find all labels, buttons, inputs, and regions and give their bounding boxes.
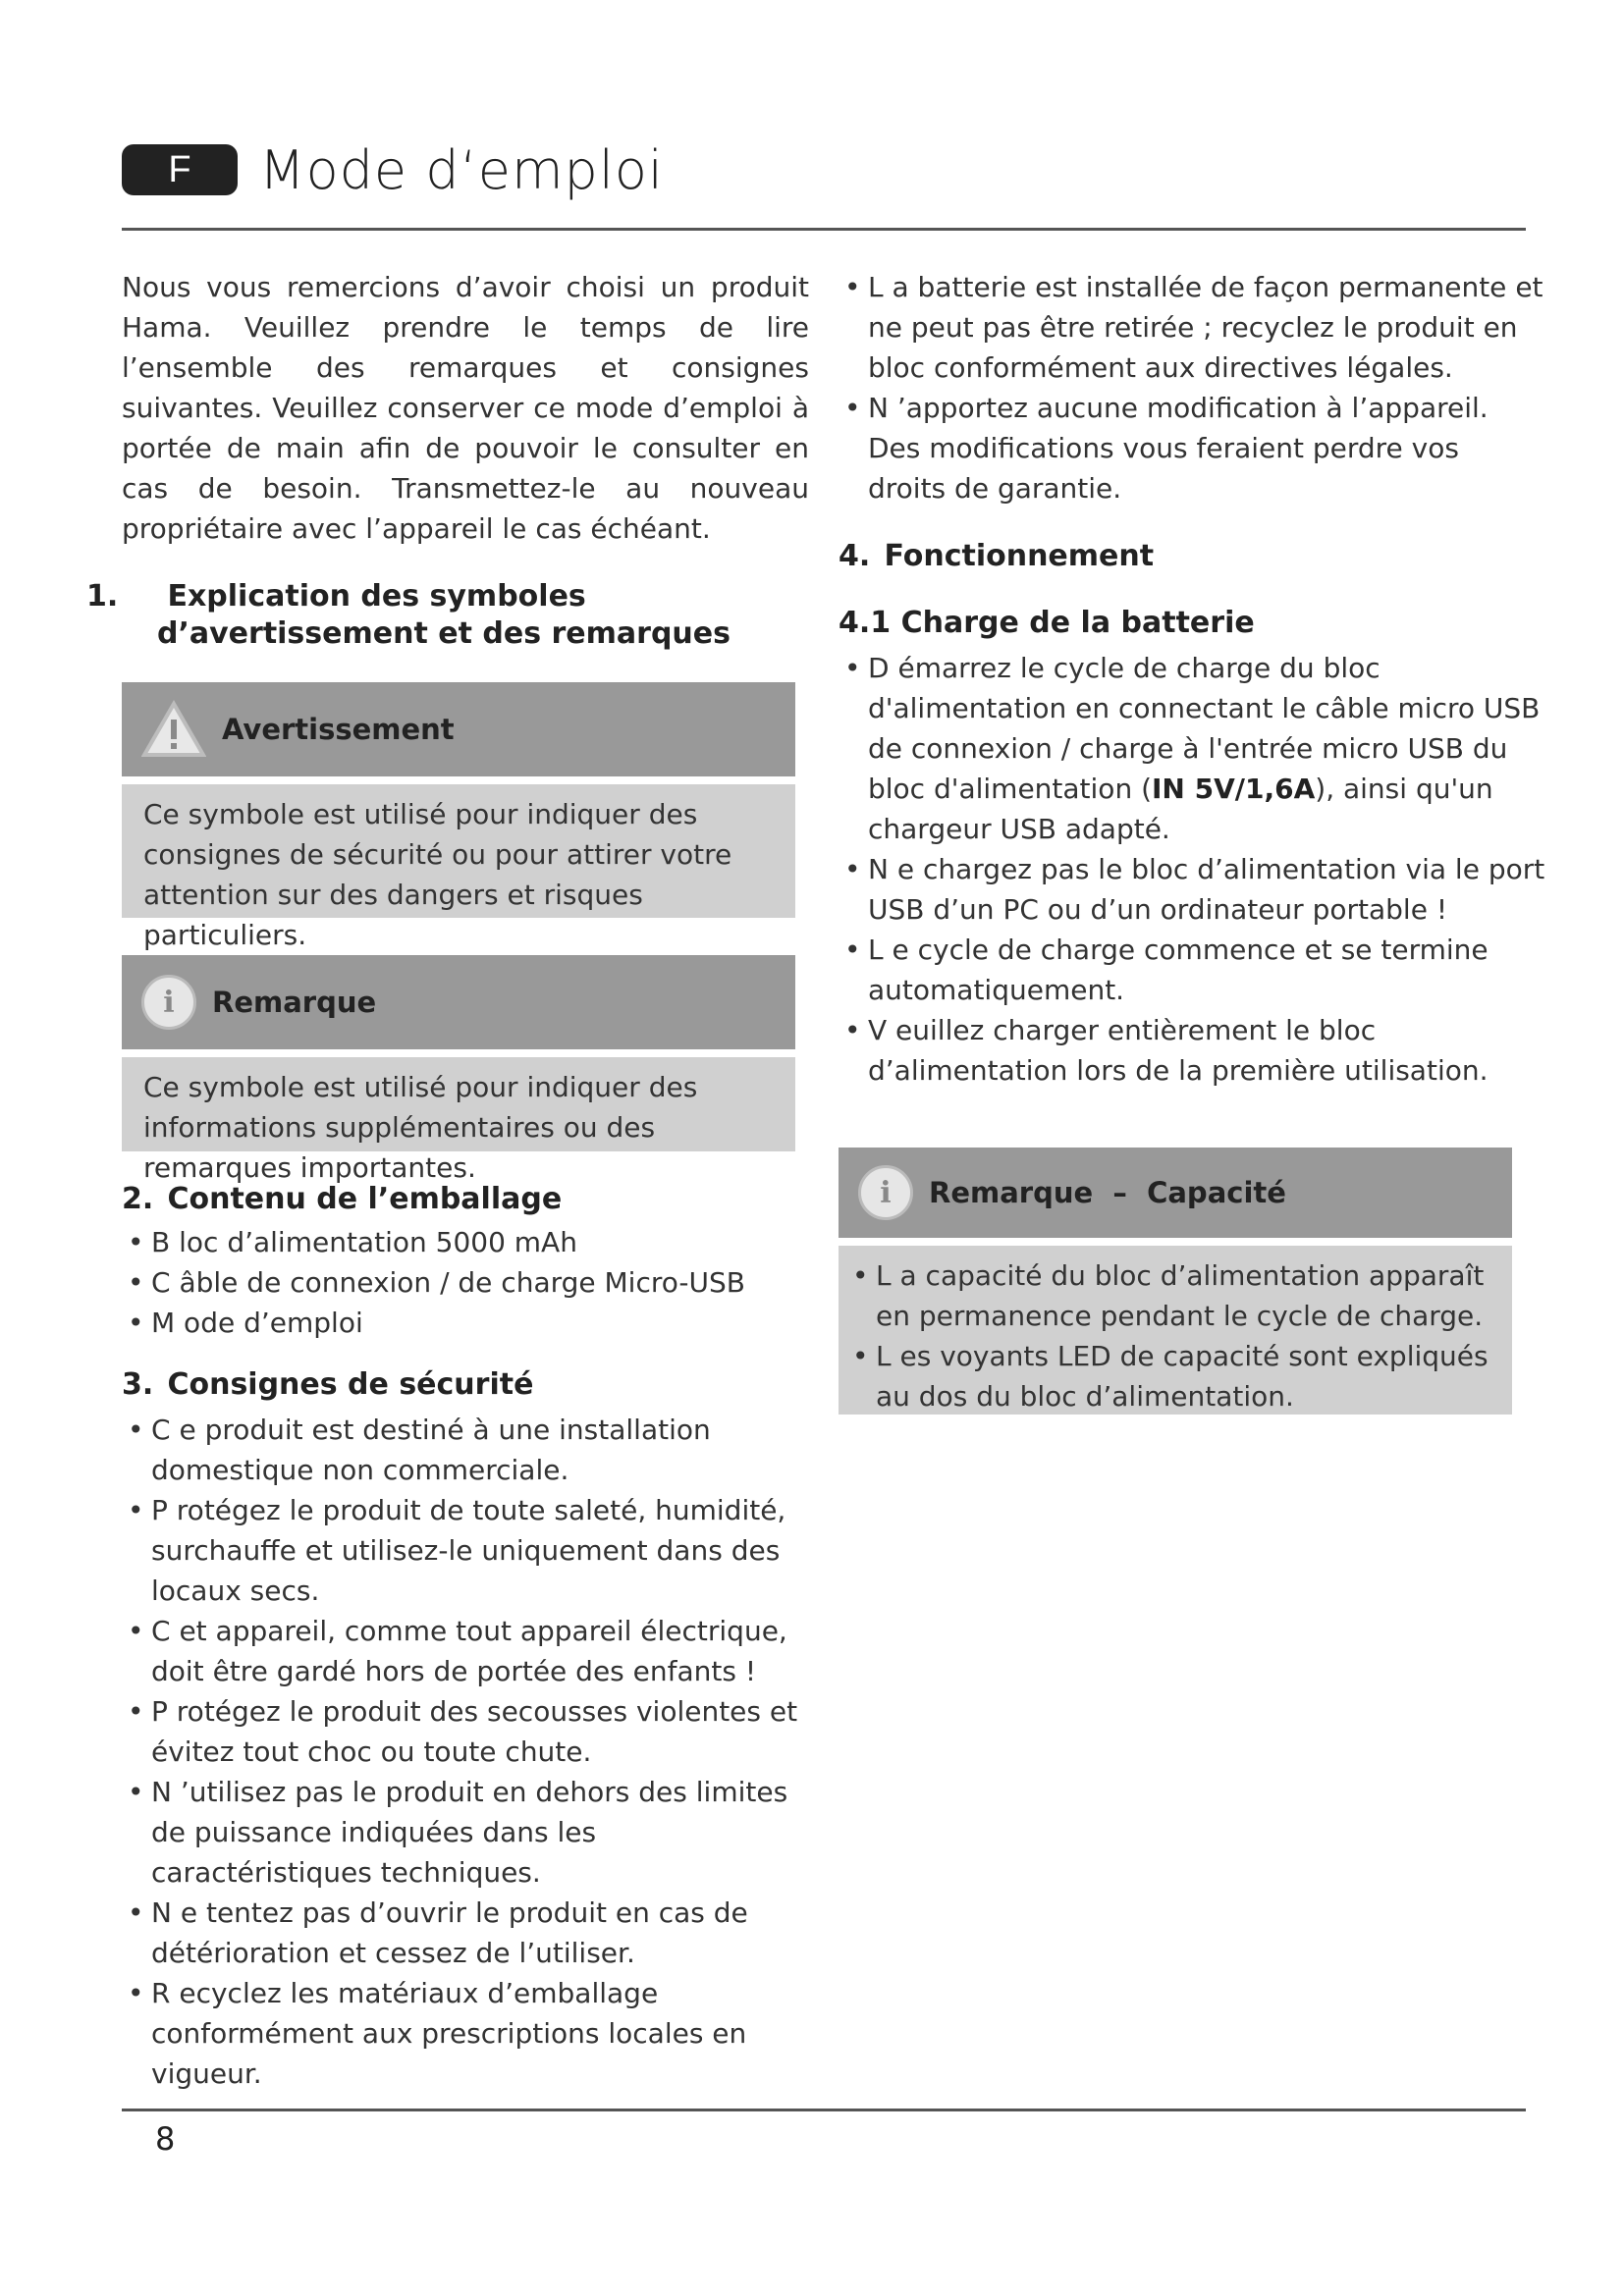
list-item: • C et appareil, comme tout appareil électrique, doit être gardé hors de portée des enfants ! (122, 1611, 821, 1691)
list-item: • L es voyants LED de capacité sont expliqués au dos du bloc d’alimentation. (846, 1336, 1512, 1416)
note-box-text: Ce symbole est utilisé pour indiquer des informations supplémentaires ou des remarques importantes. (122, 1057, 795, 1151)
note-box-header (122, 955, 795, 1049)
list-item: • B loc d’alimentation 5000 mAh (122, 1222, 839, 1262)
info-icon: i (858, 1165, 913, 1220)
list-item: • L a capacité du bloc d’alimentation apparaît en permanence pendant le cycle de charge. (846, 1255, 1512, 1336)
right-column (839, 267, 1575, 1415)
info-icon: i (141, 975, 196, 1030)
section-4-heading: 4. Fonctionnement (839, 539, 1155, 573)
list-item: • N ’utilisez pas le produit en dehors des limites de puissance indiquées dans les caractéristiques techniques. (122, 1772, 821, 1893)
list-item: • C âble de connexion / de charge Micro-USB (122, 1262, 839, 1303)
note-box-label: Remarque (212, 986, 377, 1019)
list-item: • N e tentez pas d’ouvrir le produit en cas de détérioration et cessez de l’utiliser. (122, 1893, 821, 1973)
list-item: • L e cycle de charge commence et se termine automatiquement. (839, 930, 1565, 1010)
section-4-1-heading: 4.1 Charge de la batterie (839, 606, 1255, 640)
warning-box (122, 682, 795, 951)
left-column (86, 267, 839, 2094)
list-item: • D émarrez le cycle de charge du bloc d'alimentation en connectant le câble micro USB de connexion / charge à l'entrée micro USB du bloc d'alimentation (IN 5V/1,6A), ainsi qu'un chargeur USB adapté. (839, 648, 1565, 849)
section-2-heading: 2. Contenu de l’emballage (122, 1182, 563, 1216)
warning-triangle-icon (141, 700, 206, 759)
list-item: • P rotégez le produit des secousses violentes et évitez tout choc ou toute chute. (122, 1691, 821, 1772)
intro-paragraph: Nous vous remercions d’avoir choisi un produit Hama. Veuillez prendre le temps de lire l’ensemble des remarques et consignes suivantes. Veuillez conserver ce mode d’emploi à portée de main afin de pouvoir le consulter en cas de besoin. Transmettez-le au nouveau propriétaire avec l’appareil le cas échéant. (122, 271, 809, 545)
capacity-list (846, 1255, 1512, 1416)
package-contents-list (122, 1222, 839, 1343)
section-1-heading: 1. Explication des symboles d’avertissement et des remarques (86, 579, 731, 651)
list-item: • N ’apportez aucune modification à l’appareil. Des modifications vous feraient perdre vos droits de garantie. (839, 388, 1545, 508)
capacity-note-box (839, 1148, 1512, 1415)
input-rating: IN 5V/1,6A (1152, 773, 1316, 805)
header-divider (122, 228, 1526, 231)
page-header (122, 135, 664, 204)
capacity-box-body (839, 1246, 1512, 1415)
list-item: • V euillez charger entièrement le bloc d’alimentation lors de la première utilisation. (839, 1010, 1565, 1091)
warning-box-label: Avertissement (222, 713, 455, 746)
section-3-heading: 3. Consignes de sécurité (122, 1367, 534, 1402)
safety-list (122, 1410, 821, 2094)
warning-box-text: Ce symbole est utilisé pour indiquer des consignes de sécurité ou pour attirer votre attention sur des dangers et risques particuliers. (122, 784, 795, 918)
list-item: • P rotégez le produit de toute saleté, humidité, surchauffe et utilisez-le uniquement dans des locaux secs. (122, 1490, 821, 1611)
language-badge: F (122, 144, 238, 195)
safety-list-continued (839, 267, 1545, 508)
warning-box-header (122, 682, 795, 776)
list-item: • R ecyclez les matériaux d’emballage conformément aux prescriptions locales en vigueur. (122, 1973, 821, 2094)
note-box (122, 955, 795, 1184)
list-item: • C e produit est destiné à une installation domestique non commerciale. (122, 1410, 821, 1490)
list-item: • M ode d’emploi (122, 1303, 839, 1343)
capacity-box-header (839, 1148, 1512, 1238)
charging-list (839, 648, 1565, 1091)
footer-divider (122, 2109, 1526, 2111)
page-number: 8 (155, 2120, 176, 2158)
capacity-box-label: Remarque – Capacité (929, 1176, 1286, 1209)
list-item: • L a batterie est installée de façon permanente et ne peut pas être retirée ; recyclez le produit en bloc conformément aux directives légales. (839, 267, 1545, 388)
list-item: • N e chargez pas le bloc d’alimentation via le port USB d’un PC ou d’un ordinateur portable ! (839, 849, 1565, 930)
page-title: Mode d‘emploi (259, 138, 664, 201)
